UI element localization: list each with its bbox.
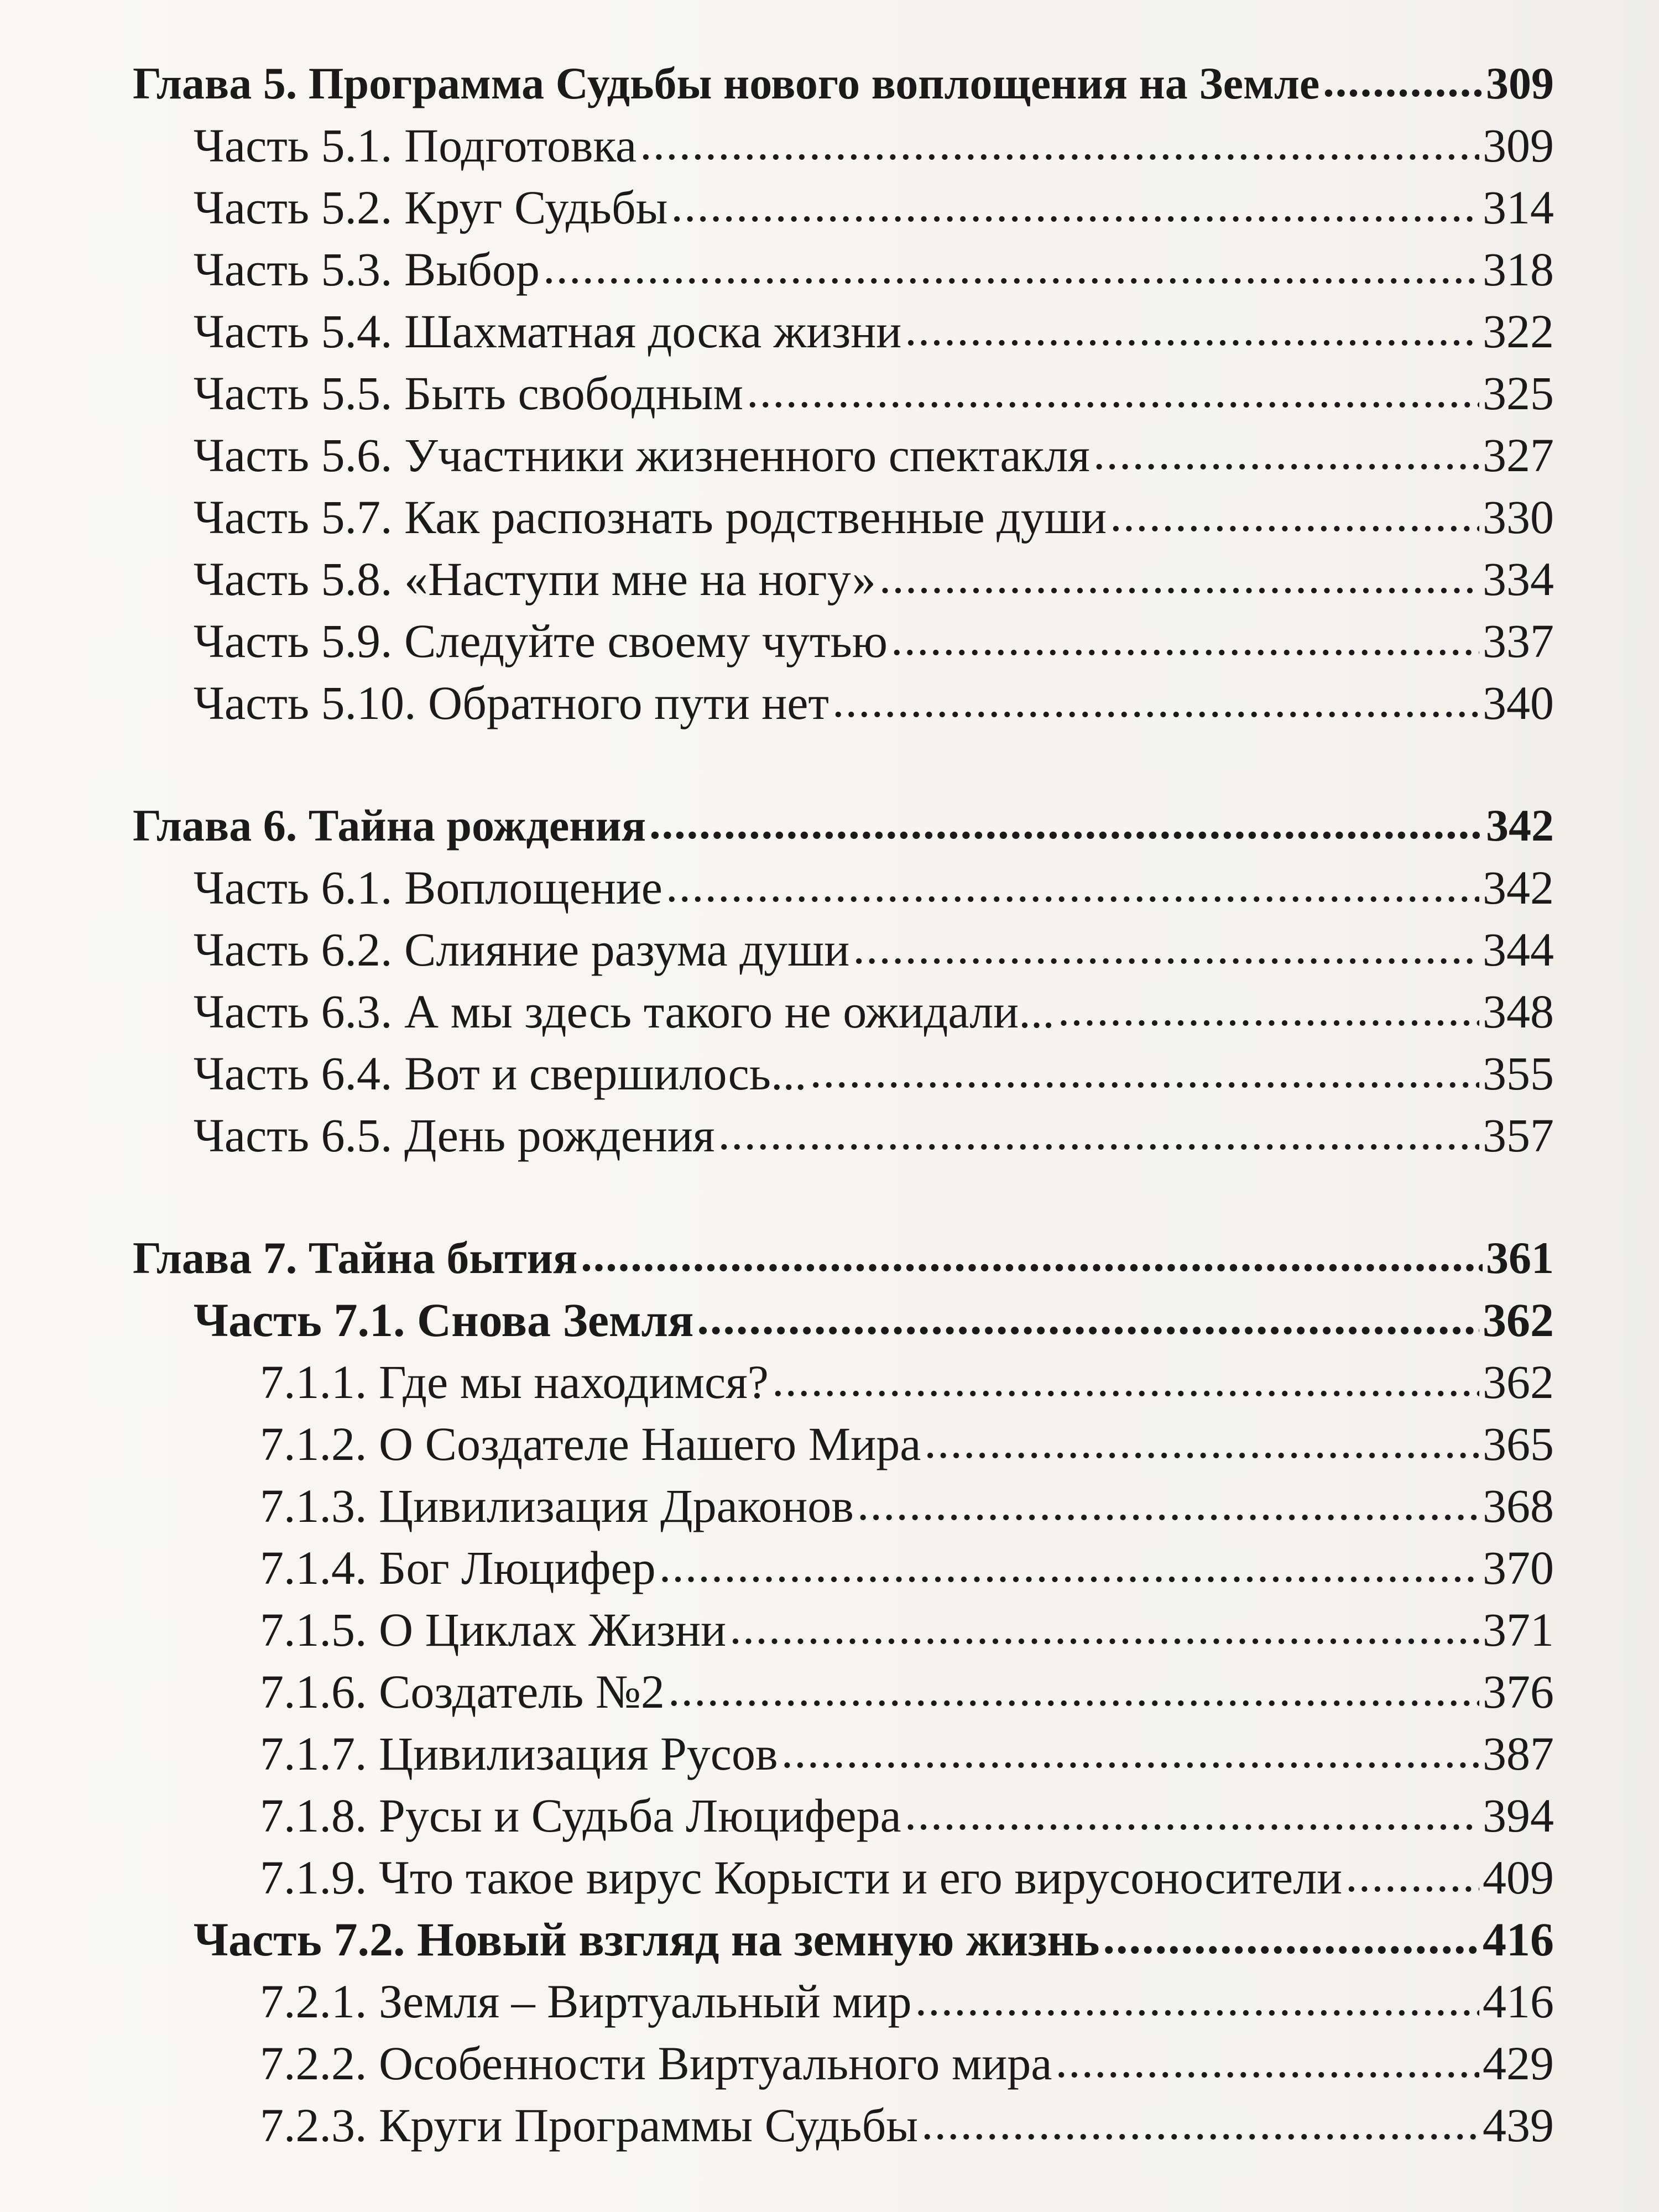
toc-entry-title: Часть 5.7. Как распознать родственные души [194, 491, 1107, 544]
leader-dots [1345, 1844, 1479, 1906]
leader-dots [666, 854, 1479, 916]
toc-entry [133, 2094, 1554, 2156]
toc-entry [133, 1970, 1554, 2032]
toc-entry-title: Часть 5.3. Выбор [194, 243, 540, 296]
toc-entry-page: 409 [1483, 1851, 1554, 1904]
toc-entry-page: 340 [1483, 676, 1554, 729]
toc-entry-page: 394 [1483, 1789, 1554, 1842]
toc-entry-page: 416 [1483, 1975, 1554, 2028]
toc-entry [133, 1537, 1554, 1599]
toc-part-7-1 [133, 1289, 1554, 1351]
leader-dots [1093, 422, 1479, 484]
toc-entry-page: 309 [1483, 119, 1554, 172]
toc-entry-page: 314 [1483, 181, 1554, 234]
toc-entry [133, 176, 1554, 238]
toc-entry-title: 7.2.1. Земля – Виртуальный мир [260, 1975, 912, 2028]
toc-entry-page: 342 [1486, 800, 1554, 851]
toc-entry [133, 1661, 1554, 1723]
leader-dots [729, 1597, 1479, 1658]
toc-chapter-7 [133, 1227, 1554, 1289]
leader-dots [921, 2092, 1479, 2154]
toc-entry-page: 368 [1483, 1479, 1554, 1532]
toc-entry [133, 919, 1554, 980]
toc-entry-title: Часть 5.8. «Наступи мне на ногу» [194, 552, 876, 606]
toc-entry [133, 486, 1554, 548]
toc-entry-page: 376 [1483, 1665, 1554, 1718]
leader-dots [1110, 484, 1479, 546]
toc-entry-title: Часть 5.10. Обратного пути нет [194, 676, 829, 729]
toc-entry-page: 318 [1483, 243, 1554, 296]
toc-entry-title: 7.1.9. Что такое вирус Корысти и его вирусоносители [260, 1851, 1343, 1904]
toc-part-7-2 [133, 1908, 1554, 1970]
leader-dots [668, 1658, 1479, 1720]
toc-entry-page: 344 [1483, 923, 1554, 976]
toc-entry-page: 365 [1483, 1417, 1554, 1470]
toc-entry-page: 416 [1483, 1913, 1554, 1966]
leader-dots [659, 1535, 1479, 1597]
toc-entry-page: 370 [1483, 1541, 1554, 1594]
toc-entry-title: 7.2.2. Особенности Виртуального мира [260, 2037, 1052, 2090]
toc-entry-page: 362 [1483, 1355, 1554, 1408]
leader-dots [857, 1473, 1479, 1535]
toc-entry-page: 348 [1483, 985, 1554, 1038]
leader-dots [1055, 2030, 1479, 2092]
toc-entry-page: 387 [1483, 1727, 1554, 1780]
toc-entry-page: 361 [1486, 1233, 1554, 1283]
toc-entry-title: Часть 6.5. День рождения [194, 1109, 715, 1162]
toc-entry-title: 7.1.3. Цивилизация Драконов [260, 1479, 854, 1532]
toc-entry-title: 7.1.1. Где мы находимся? [260, 1355, 769, 1408]
toc-entry-title: Часть 5.9. Следуйте своему чутью [194, 614, 888, 667]
leader-dots [905, 298, 1479, 360]
leader-dots [879, 546, 1479, 608]
toc-entry-title: Часть 5.6. Участники жизненного спектакля [194, 429, 1090, 482]
leader-dots [924, 1411, 1479, 1473]
toc-entry-title: 7.1.2. О Создателе Нашего Мира [260, 1417, 921, 1470]
leader-dots [781, 1720, 1479, 1782]
table-of-contents [133, 53, 1554, 2156]
leader-dots [1058, 978, 1479, 1040]
toc-entry-page: 342 [1483, 861, 1554, 914]
leader-dots [671, 174, 1479, 236]
toc-entry [133, 610, 1554, 672]
toc-entry [133, 2032, 1554, 2094]
toc-entry-page: 429 [1483, 2037, 1554, 2090]
toc-entry [133, 362, 1554, 424]
leader-dots [891, 608, 1479, 670]
leader-dots [1323, 50, 1483, 112]
toc-entry-title: Глава 5. Программа Судьбы нового воплощения на Земле [133, 58, 1320, 108]
toc-entry-title: Глава 7. Тайна бытия [133, 1233, 578, 1283]
toc-entry-page: 334 [1483, 552, 1554, 606]
toc-entry [133, 114, 1554, 176]
toc-entry [133, 238, 1554, 300]
leader-dots [810, 1040, 1479, 1102]
leader-dots [543, 236, 1479, 298]
toc-entry [133, 1351, 1554, 1413]
toc-entry-page: 355 [1483, 1047, 1554, 1100]
toc-entry-page: 371 [1483, 1603, 1554, 1656]
toc-entry-title: Часть 6.4. Вот и свершилось... [194, 1047, 807, 1100]
toc-entry-page: 309 [1486, 58, 1554, 108]
toc-entry [133, 1104, 1554, 1166]
toc-entry-title: Часть 7.1. Снова Земля [194, 1293, 694, 1347]
toc-entry-page: 337 [1483, 614, 1554, 667]
leader-dots [718, 1102, 1479, 1164]
toc-entry-title: Часть 5.1. Подготовка [194, 119, 637, 172]
toc-entry-page: 327 [1483, 429, 1554, 482]
leader-dots [581, 1225, 1483, 1287]
toc-entry [133, 1413, 1554, 1475]
leader-dots [697, 1287, 1479, 1349]
leader-dots [832, 670, 1479, 732]
toc-entry [133, 1785, 1554, 1846]
leader-dots [853, 916, 1479, 978]
toc-entry-title: Часть 6.1. Воплощение [194, 861, 662, 914]
toc-entry-title: Часть 6.3. А мы здесь такого не ожидали... [194, 985, 1055, 1038]
toc-chapter-6 [133, 795, 1554, 857]
toc-chapter-5 [133, 53, 1554, 114]
toc-entry [133, 424, 1554, 486]
toc-entry [133, 1599, 1554, 1661]
leader-dots [772, 1349, 1479, 1411]
toc-entry-title: 7.1.8. Русы и Судьба Люцифера [260, 1789, 901, 1842]
toc-entry [133, 548, 1554, 610]
toc-entry-title: Часть 6.2. Слияние разума души [194, 923, 850, 976]
toc-entry [133, 1723, 1554, 1785]
toc-entry [133, 857, 1554, 919]
toc-entry-page: 325 [1483, 367, 1554, 420]
toc-entry-title: 7.1.4. Бог Люцифер [260, 1541, 656, 1594]
toc-entry-page: 357 [1483, 1109, 1554, 1162]
toc-entry [133, 1042, 1554, 1104]
toc-entry-title: 7.1.5. О Циклах Жизни [260, 1603, 727, 1656]
toc-entry [133, 300, 1554, 362]
toc-entry [133, 980, 1554, 1042]
toc-entry-title: Часть 7.2. Новый взгляд на земную жизнь [194, 1913, 1100, 1966]
leader-dots [747, 360, 1479, 422]
toc-entry-title: Часть 5.5. Быть свободным [194, 367, 743, 420]
leader-dots [905, 1782, 1479, 1844]
toc-entry-page: 330 [1483, 491, 1554, 544]
leader-dots [640, 112, 1479, 174]
toc-entry-title: Глава 6. Тайна рождения [133, 800, 646, 851]
toc-entry-title: 7.2.3. Круги Программы Судьбы [260, 2099, 919, 2152]
toc-entry [133, 672, 1554, 734]
toc-entry-page: 322 [1483, 305, 1554, 358]
toc-entry-title: Часть 5.2. Круг Судьбы [194, 181, 668, 234]
toc-entry [133, 1475, 1554, 1537]
leader-dots [1103, 1906, 1480, 1968]
toc-entry-page: 362 [1483, 1293, 1554, 1347]
toc-entry-title: 7.1.6. Создатель №2 [260, 1665, 665, 1718]
leader-dots [649, 792, 1483, 854]
leader-dots [915, 1968, 1479, 2030]
toc-entry-page: 439 [1483, 2099, 1554, 2152]
toc-entry [133, 1846, 1554, 1908]
toc-entry-title: Часть 5.4. Шахматная доска жизни [194, 305, 902, 358]
toc-entry-title: 7.1.7. Цивилизация Русов [260, 1727, 778, 1780]
